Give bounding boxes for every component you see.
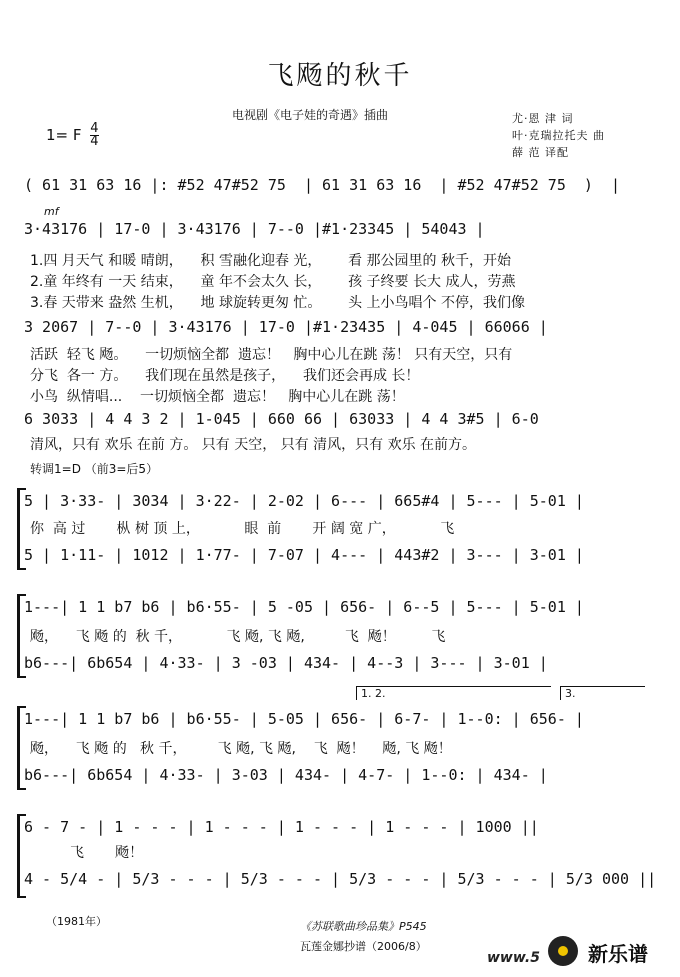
time-signature-numerator: 4 bbox=[90, 121, 99, 136]
notation-chorus-upper-2: 1---| 1 1 b7 b6 | b6·55- | 5 -05 | 656- | 6--5 | 5--- | 5-01 | bbox=[24, 598, 584, 616]
copyist-note: 瓦莲金娜抄谱（2006/8） bbox=[300, 940, 427, 953]
lyric-chorus-3: 飏， 飞 飏 的 秋 千， 飞 飏, 飞 飏, 飞 飏！ 飏, 飞 飏！ bbox=[30, 741, 452, 757]
notation-chorus-upper-3: 1---| 1 1 b7 b6 | b6·55- | 5-05 | 656- | 6-7- | 1--0: | 656- | bbox=[24, 710, 584, 728]
lyric-verse1-a: 1.四 月天气 和暖 晴朗， 积 雪融化迎春 光， 看 那公园里的 秋千，开始 bbox=[30, 253, 512, 269]
notation-line-verse-3: 6 3033 | 4 4 3 2 | 1-045 | 660 66 | 63033 | 4 4 3#5 | 6-0 bbox=[24, 410, 539, 428]
lyric-verse2-b: 分飞 各一 方。 我们现在虽然是孩子， 我们还会再成 长！ bbox=[30, 368, 420, 384]
watermark-brand: 新乐谱 bbox=[588, 942, 648, 966]
dynamic-mf: mf bbox=[44, 205, 59, 218]
credit-lyrics: 尤·恩 津 词 bbox=[512, 112, 574, 125]
lyric-verse2-a: 2.童 年终有 一天 结束， 童 年不会太久 长， 孩 子终要 长大 成人，劳燕 bbox=[30, 274, 516, 290]
watermark-url: www.5 bbox=[487, 950, 540, 966]
source-note: 《苏联歌曲珍品集》P545 bbox=[300, 920, 427, 933]
key-signature bbox=[46, 123, 99, 148]
notation-chorus-lower-3: b6---| 6b654 | 4·33- | 3-03 | 434- | 4-7- | 1--0: | 434- | bbox=[24, 766, 548, 784]
lyric-ending: 飞 飏！ bbox=[70, 845, 144, 861]
notation-chorus-upper-1: 5 | 3·33- | 3034 | 3·22- | 2-02 | 6--- | 665#4 | 5--- | 5-01 | bbox=[24, 492, 584, 510]
modulation-note: 转调1=D （前3=后5） bbox=[30, 462, 159, 476]
lyric-verse3-a: 3.春 天带来 盎然 生机， 地 球旋转更匆 忙。 头 上小鸟唱个 不停，我们像 bbox=[30, 295, 526, 311]
record-logo-icon bbox=[548, 936, 578, 966]
time-signature bbox=[90, 123, 98, 148]
lyric-verse1-b: 活跃 轻飞 飏。 一切烦恼全都 遗忘！ 胸中心儿在跳 荡！ 只有天空，只有 bbox=[30, 347, 513, 363]
notation-chorus-lower-2: b6---| 6b654 | 4·33- | 3 -03 | 434- | 4--3 | 3--- | 3-01 | bbox=[24, 654, 548, 672]
time-signature-denominator: 4 bbox=[90, 134, 99, 149]
lyric-chorus-2: 飏， 飞 飏 的 秋 千， 飞 飏, 飞 飏, 飞 飏！ 飞 bbox=[30, 629, 446, 645]
notation-line-intro: ( 61 31 63 16 |: #52 47#52 75 | 61 31 63 16 | #52 47#52 75 ) | bbox=[24, 176, 621, 194]
lyric-chorus-1: 你 高 过 枞 树 顶 上， 眼 前 开 阔 宽 广， 飞 bbox=[30, 521, 455, 537]
song-subtitle: 电视剧《电子娃的奇遇》插曲 bbox=[232, 108, 389, 122]
song-title: 飞飏的秋千 bbox=[267, 61, 413, 91]
volta-third: 3. bbox=[560, 686, 645, 700]
notation-ending-upper: 6 - 7 - | 1 - - - | 1 - - - | 1 - - - | 1 - - - | 1000 || bbox=[24, 818, 539, 836]
credit-translator: 薛 范 译配 bbox=[512, 146, 569, 159]
notation-chorus-lower-1: 5 | 1·11- | 1012 | 1·77- | 7-07 | 4--- | 443#2 | 3--- | 3-01 | bbox=[24, 546, 584, 564]
notation-line-verse-1: 3·43176 | 17-0 | 3·43176 | 7--0 |#1·23345 | 54043 | bbox=[24, 220, 485, 238]
lyric-end-line: 清风，只有 欢乐 在前 方。 只有 天空， 只有 清风，只有 欢乐 在前方。 bbox=[30, 437, 477, 453]
volta-first: 1. 2. bbox=[356, 686, 551, 700]
lyric-verse3-b: 小鸟 纵情唱... 一切烦恼全都 遗忘！ 胸中心儿在跳 荡！ bbox=[30, 389, 405, 405]
year-note: （1981年） bbox=[46, 915, 107, 928]
key-label: 1= F bbox=[46, 126, 82, 144]
notation-ending-lower: 4 - 5/4 - | 5/3 - - - | 5/3 - - - | 5/3 - - - | 5/3 - - - | 5/3 000 || bbox=[24, 870, 657, 888]
notation-line-verse-2: 3 2067 | 7--0 | 3·43176 | 17-0 |#1·23435 | 4-045 | 66066 | bbox=[24, 318, 548, 336]
credit-composer: 叶·克瑞拉托夫 曲 bbox=[512, 129, 605, 142]
